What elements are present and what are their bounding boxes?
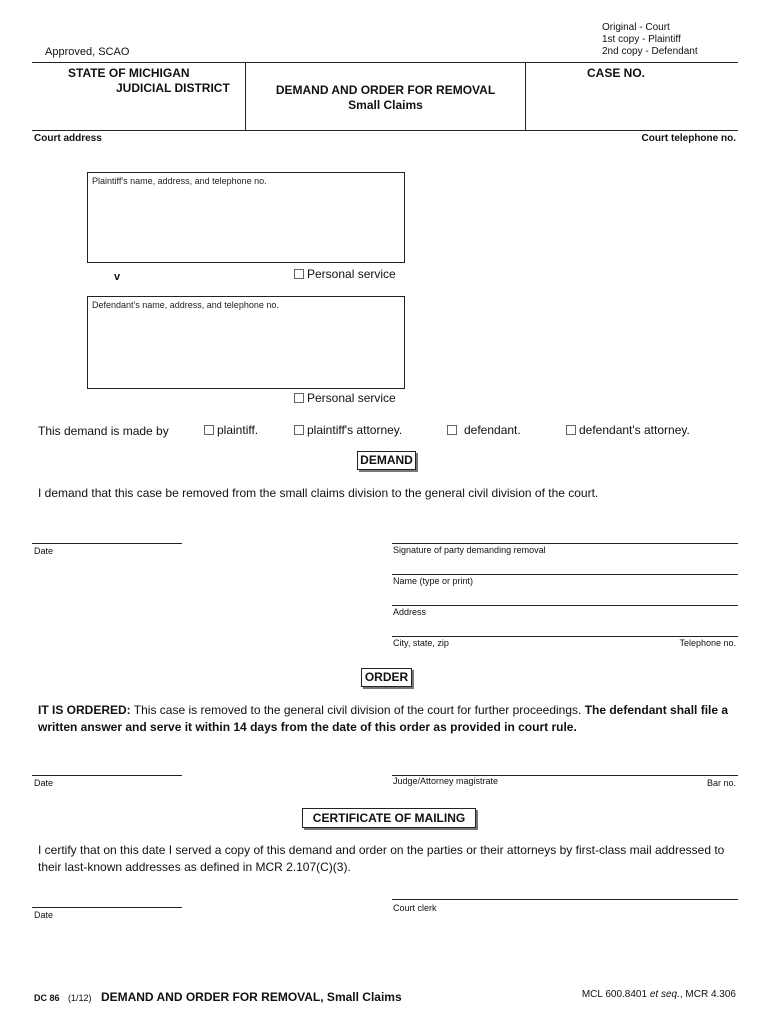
court-address-label: Court address	[34, 133, 102, 144]
defendant-personal-service-checkbox[interactable]	[294, 391, 396, 405]
address-line[interactable]	[392, 605, 738, 606]
court-address-field[interactable]	[34, 146, 734, 166]
citation-mcl: MCL 600.8401	[581, 989, 648, 1000]
option-plaintiff-label: plaintiff.	[217, 423, 259, 437]
demand-made-by-label: This demand is made by	[38, 424, 169, 438]
option-defendant-label: defendant.	[464, 423, 521, 437]
citation-mcr: , MCR 4.306	[679, 989, 736, 1000]
versus: v	[114, 271, 121, 283]
copy-original: Original - Court	[602, 22, 670, 33]
signature-line[interactable]	[392, 543, 738, 544]
plaintiff-personal-service-checkbox[interactable]	[294, 267, 396, 281]
certificate-text: I certify that on this date I served a copy of this demand and order on the parties or their attorneys by first-class mail addressed to their last-known addresses as defined in MCR 2.107(C)(3).	[38, 843, 725, 874]
court-telephone-label: Court telephone no.	[641, 133, 736, 144]
footer-form-id	[34, 988, 402, 1006]
defendant-label: Defendant's name, address, and telephone no.	[92, 300, 279, 310]
checkbox-icon	[294, 425, 304, 435]
judge-label: Judge/Attorney magistrate	[393, 776, 499, 786]
order-bold-text: The defendant shall file a written answer and serve it within 14 days from the date of this order as provided in court rule.	[38, 703, 729, 734]
checkbox-icon	[204, 425, 214, 435]
option-defendant[interactable]	[447, 423, 521, 437]
order-date-label: Date	[34, 778, 54, 788]
header-top-rule	[32, 62, 738, 63]
certificate-date-label: Date	[34, 910, 54, 920]
demand-date-line[interactable]	[32, 543, 182, 544]
name-label: Name (type or print)	[393, 576, 474, 586]
checkbox-icon	[447, 425, 457, 435]
option-plaintiff[interactable]	[204, 423, 258, 437]
plaintiff-box[interactable]	[87, 172, 405, 263]
order-text	[38, 702, 738, 736]
defendant-box[interactable]	[87, 296, 405, 389]
copy-second: 2nd copy - Defendant	[602, 46, 698, 57]
plaintiff-personal-service-label: Personal service	[307, 267, 396, 281]
order-heading: ORDER	[361, 668, 412, 687]
approved-scao: Approved, SCAO	[45, 46, 130, 58]
option-plaintiffs-attorney-label: plaintiff's attorney.	[307, 423, 403, 437]
defendant-personal-service-label: Personal service	[307, 391, 396, 405]
checkbox-icon	[566, 425, 576, 435]
citation-et-seq: et seq.	[649, 989, 680, 1000]
order-lead: IT IS ORDERED:	[38, 703, 131, 717]
certificate-date-line[interactable]	[32, 907, 182, 908]
case-number-field[interactable]	[540, 82, 735, 126]
footer-citation	[500, 989, 736, 1000]
demand-heading: DEMAND	[357, 451, 416, 470]
form-revision: (1/12)	[67, 993, 92, 1003]
option-plaintiffs-attorney[interactable]	[294, 423, 402, 437]
address-label: Address	[393, 607, 427, 617]
demand-date-label: Date	[34, 546, 54, 556]
judicial-district: JUDICIAL DISTRICT	[116, 81, 230, 95]
copy-distribution	[602, 22, 698, 58]
telephone-label: Telephone no.	[679, 638, 736, 648]
court-row-rule	[32, 130, 738, 131]
bar-no-label: Bar no.	[706, 778, 736, 788]
form-title: DEMAND AND ORDER FOR REMOVAL	[275, 83, 496, 97]
checkbox-icon	[294, 269, 304, 279]
order-date-line[interactable]	[32, 775, 182, 776]
demand-text: I demand that this case be removed from the small claims division to the general civil division of the court.	[38, 486, 599, 500]
option-defendants-attorney[interactable]	[566, 423, 690, 437]
checkbox-icon	[294, 393, 304, 403]
state-of-michigan: STATE OF MICHIGAN	[68, 66, 190, 80]
plaintiff-label: Plaintiff's name, address, and telephone no.	[92, 176, 267, 186]
court-clerk-line[interactable]	[392, 899, 738, 900]
form-subtitle: Small Claims	[348, 98, 423, 112]
court-clerk-label: Court clerk	[393, 903, 437, 913]
footer-title: DEMAND AND ORDER FOR REMOVAL, Small Claims	[100, 990, 402, 1004]
copy-first: 1st copy - Plaintiff	[602, 34, 681, 45]
signature-label: Signature of party demanding removal	[393, 545, 546, 555]
city-state-zip-label: City, state, zip	[393, 638, 449, 648]
option-defendants-attorney-label: defendant's attorney.	[579, 423, 690, 437]
form-number: DC 86	[34, 993, 60, 1003]
name-line[interactable]	[392, 574, 738, 575]
order-body: This case is removed to the general civil division of the court for further proceedings.	[130, 703, 585, 717]
city-state-zip-line[interactable]	[392, 636, 738, 637]
certificate-heading: CERTIFICATE OF MAILING	[302, 808, 476, 828]
case-number-label: CASE NO.	[587, 66, 646, 80]
